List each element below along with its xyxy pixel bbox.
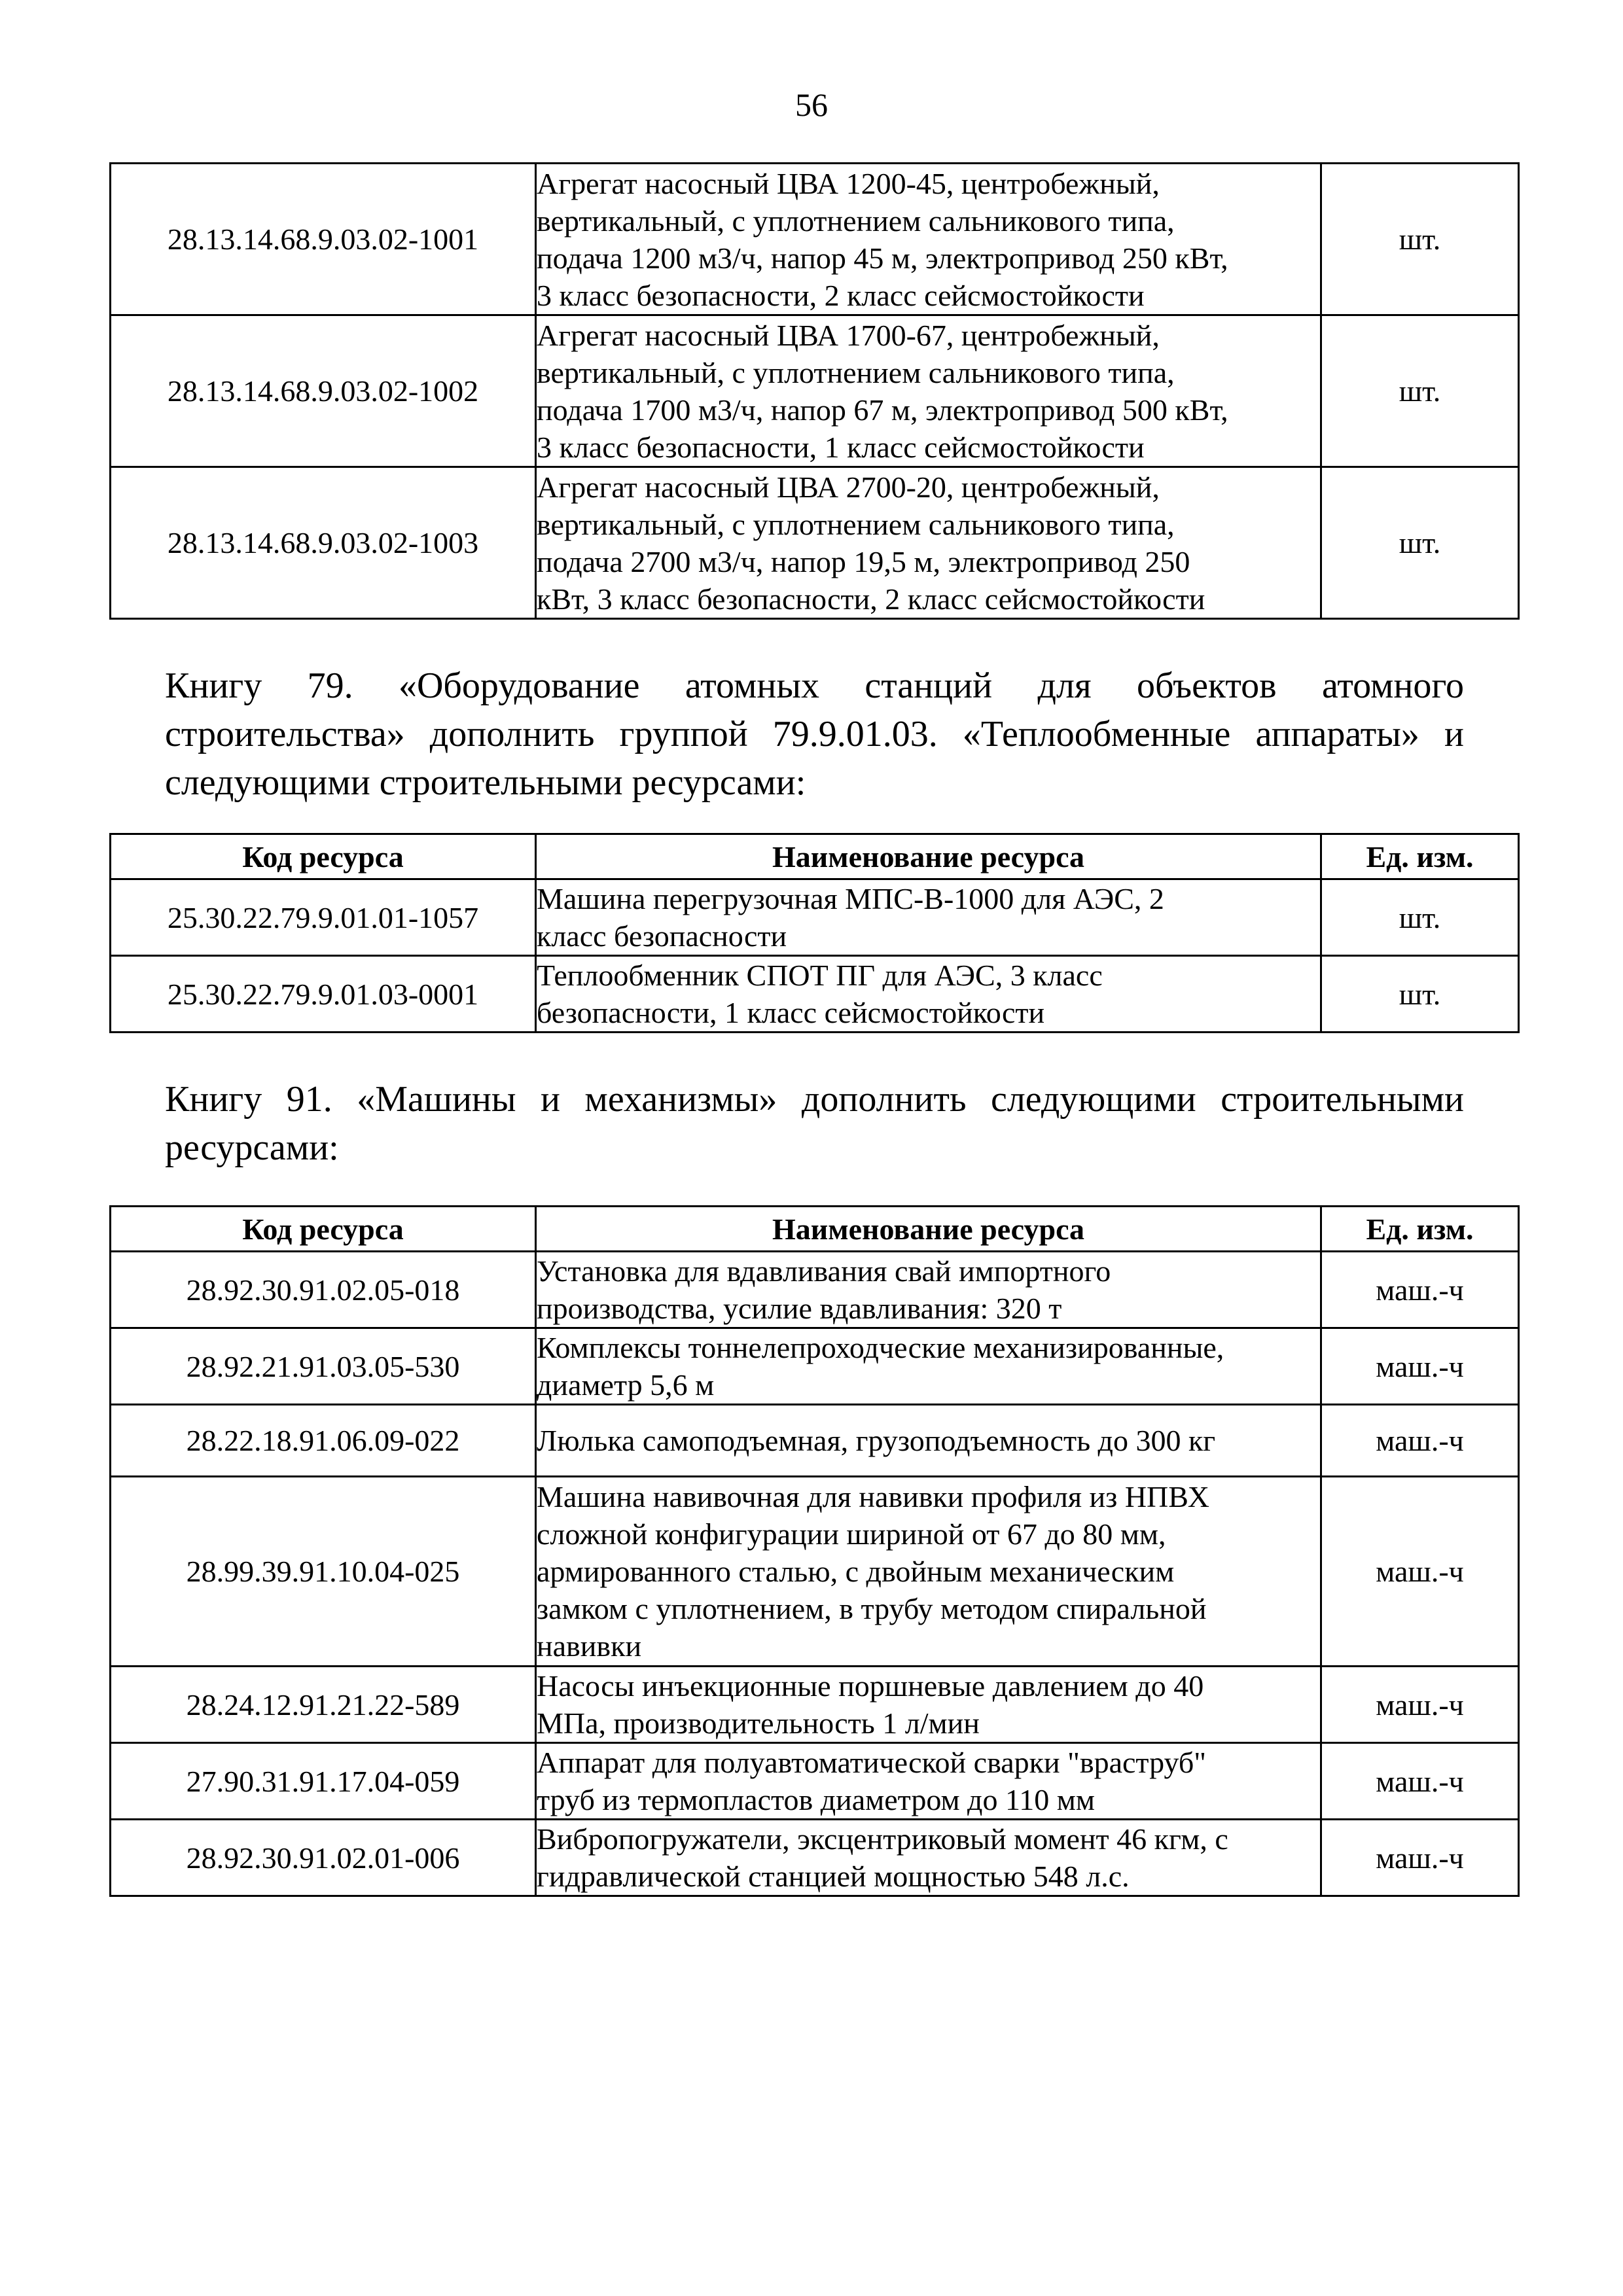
resource-code: 28.13.14.68.9.03.02-1002 <box>111 315 536 467</box>
resource-name-line: Аппарат для полуавтоматической сварки "враструб" <box>537 1746 1207 1779</box>
resource-name-line: подача 1700 м3/ч, напор 67 м, электропривод 500 кВт, <box>537 393 1228 427</box>
resource-table-book-79 <box>109 833 1520 1033</box>
resource-name <box>536 1405 1321 1477</box>
resource-name-line: безопасности, 1 класс сейсмостойкости <box>537 996 1045 1029</box>
paragraph-line: ресурсами: <box>165 1127 339 1168</box>
resource-code: 28.22.18.91.06.09-022 <box>111 1405 536 1477</box>
resource-unit: шт. <box>1321 467 1519 619</box>
resource-name <box>536 164 1321 315</box>
table-row <box>111 879 1519 956</box>
header-code: Код ресурса <box>111 834 536 879</box>
resource-name-line: труб из термопластов диаметром до 110 мм <box>537 1783 1095 1816</box>
resource-name-line: навивки <box>537 1629 642 1663</box>
resource-name-line: Теплообменник СПОТ ПГ для АЭС, 3 класс <box>537 959 1103 992</box>
table-row <box>111 1252 1519 1328</box>
paragraph-line: следующими строительными ресурсами: <box>165 762 806 803</box>
resource-name-line: МПа, производительность 1 л/мин <box>537 1706 980 1740</box>
paragraph-book-79 <box>165 662 1464 807</box>
resource-name <box>536 956 1321 1033</box>
resource-unit: шт. <box>1321 879 1519 956</box>
header-unit: Ед. изм. <box>1321 834 1519 879</box>
resource-unit: маш.-ч <box>1321 1743 1519 1820</box>
resource-unit: маш.-ч <box>1321 1405 1519 1477</box>
resource-code: 27.90.31.91.17.04-059 <box>111 1743 536 1820</box>
resource-code: 25.30.22.79.9.01.01-1057 <box>111 879 536 956</box>
resource-name <box>536 1252 1321 1328</box>
resource-code: 28.13.14.68.9.03.02-1001 <box>111 164 536 315</box>
resource-code: 28.24.12.91.21.22-589 <box>111 1667 536 1743</box>
resource-code: 28.99.39.91.10.04-025 <box>111 1477 536 1667</box>
header-unit: Ед. изм. <box>1321 1207 1519 1252</box>
header-name: Наименование ресурса <box>536 1207 1321 1252</box>
table-row <box>111 164 1519 315</box>
resource-table-pumps <box>109 162 1520 620</box>
table-row <box>111 1405 1519 1477</box>
resource-name-line: диаметр 5,6 м <box>537 1368 715 1402</box>
table-row <box>111 1667 1519 1743</box>
resource-unit: маш.-ч <box>1321 1477 1519 1667</box>
resource-name-line: сложной конфигурации шириной от 67 до 80 мм, <box>537 1517 1166 1551</box>
resource-unit: маш.-ч <box>1321 1667 1519 1743</box>
resource-name-line: Комплексы тоннелепроходческие механизированные, <box>537 1331 1224 1364</box>
resource-name-line: Люлька самоподъемная, грузоподъемность до 300 кг <box>537 1424 1216 1457</box>
resource-unit: маш.-ч <box>1321 1328 1519 1405</box>
resource-name-line: Агрегат насосный ЦВА 2700-20, центробежный, <box>537 470 1160 504</box>
resource-name-line: Агрегат насосный ЦВА 1200-45, центробежный, <box>537 166 1160 200</box>
resource-name-line: замком с уплотнением, в трубу методом спиральной <box>537 1592 1207 1625</box>
resource-name-line: класс безопасности <box>537 919 787 953</box>
resource-name-line: подача 1200 м3/ч, напор 45 м, электропривод 250 кВт, <box>537 241 1228 275</box>
paragraph-line: Книгу 91. «Машины и механизмы» дополнить следующими строительными <box>165 1079 1464 1120</box>
resource-name <box>536 1667 1321 1743</box>
resource-name-line: производства, усилие вдавливания: 320 т <box>537 1292 1062 1325</box>
resource-name-line: подача 2700 м3/ч, напор 19,5 м, электропривод 250 <box>537 544 1190 578</box>
resource-unit: шт. <box>1321 315 1519 467</box>
table-row <box>111 1743 1519 1820</box>
resource-unit: маш.-ч <box>1321 1252 1519 1328</box>
table-row <box>111 1477 1519 1667</box>
resource-unit: шт. <box>1321 164 1519 315</box>
resource-code: 28.92.21.91.03.05-530 <box>111 1328 536 1405</box>
resource-unit: шт. <box>1321 956 1519 1033</box>
table-header-row <box>111 1207 1519 1252</box>
table-row <box>111 467 1519 619</box>
resource-name <box>536 315 1321 467</box>
resource-name-line: Установка для вдавливания свай импортного <box>537 1254 1111 1288</box>
resource-name-line: Насосы инъекционные поршневые давлением до 40 <box>537 1669 1204 1703</box>
resource-name-line: кВт, 3 класс безопасности, 2 класс сейсмостойкости <box>537 582 1205 616</box>
header-code: Код ресурса <box>111 1207 536 1252</box>
resource-name <box>536 1328 1321 1405</box>
paragraph-line: строительства» дополнить группой 79.9.01.03. «Теплообменные аппараты» и <box>165 714 1464 754</box>
resource-table-book-91 <box>109 1205 1520 1897</box>
table-row <box>111 956 1519 1033</box>
resource-name-line: Машина навивочная для навивки профиля из НПВХ <box>537 1480 1210 1513</box>
resource-name-line: вертикальный, с уплотнением сальникового типа, <box>537 355 1175 389</box>
resource-name <box>536 879 1321 956</box>
table-row <box>111 1820 1519 1896</box>
paragraph-book-91 <box>165 1075 1464 1172</box>
header-name: Наименование ресурса <box>536 834 1321 879</box>
resource-code: 28.13.14.68.9.03.02-1003 <box>111 467 536 619</box>
resource-name-line: Вибропогружатели, эксцентриковый момент 46 кгм, с <box>537 1822 1228 1856</box>
resource-name-line: армированного сталью, с двойным механическим <box>537 1555 1175 1588</box>
resource-name-line: Агрегат насосный ЦВА 1700-67, центробежный, <box>537 318 1160 352</box>
resource-name <box>536 1477 1321 1667</box>
resource-code: 28.92.30.91.02.05-018 <box>111 1252 536 1328</box>
resource-name-line: Машина перегрузочная МПС-В-1000 для АЭС, 2 <box>537 882 1164 915</box>
resource-name <box>536 1820 1321 1896</box>
resource-name-line: вертикальный, с уплотнением сальникового типа, <box>537 507 1175 541</box>
resource-code: 25.30.22.79.9.01.03-0001 <box>111 956 536 1033</box>
table-header-row <box>111 834 1519 879</box>
resource-name-line: 3 класс безопасности, 1 класс сейсмостойкости <box>537 430 1145 464</box>
resource-name <box>536 1743 1321 1820</box>
resource-name-line: вертикальный, с уплотнением сальникового типа, <box>537 203 1175 238</box>
table-row <box>111 315 1519 467</box>
page-number: 56 <box>795 86 828 123</box>
resource-name <box>536 467 1321 619</box>
resource-name-line: гидравлической станцией мощностью 548 л.с. <box>537 1860 1130 1893</box>
resource-unit: маш.-ч <box>1321 1820 1519 1896</box>
table-row <box>111 1328 1519 1405</box>
resource-code: 28.92.30.91.02.01-006 <box>111 1820 536 1896</box>
resource-name-line: 3 класс безопасности, 2 класс сейсмостойкости <box>537 278 1145 312</box>
paragraph-line: Книгу 79. «Оборудование атомных станций для объектов атомного <box>165 665 1464 706</box>
